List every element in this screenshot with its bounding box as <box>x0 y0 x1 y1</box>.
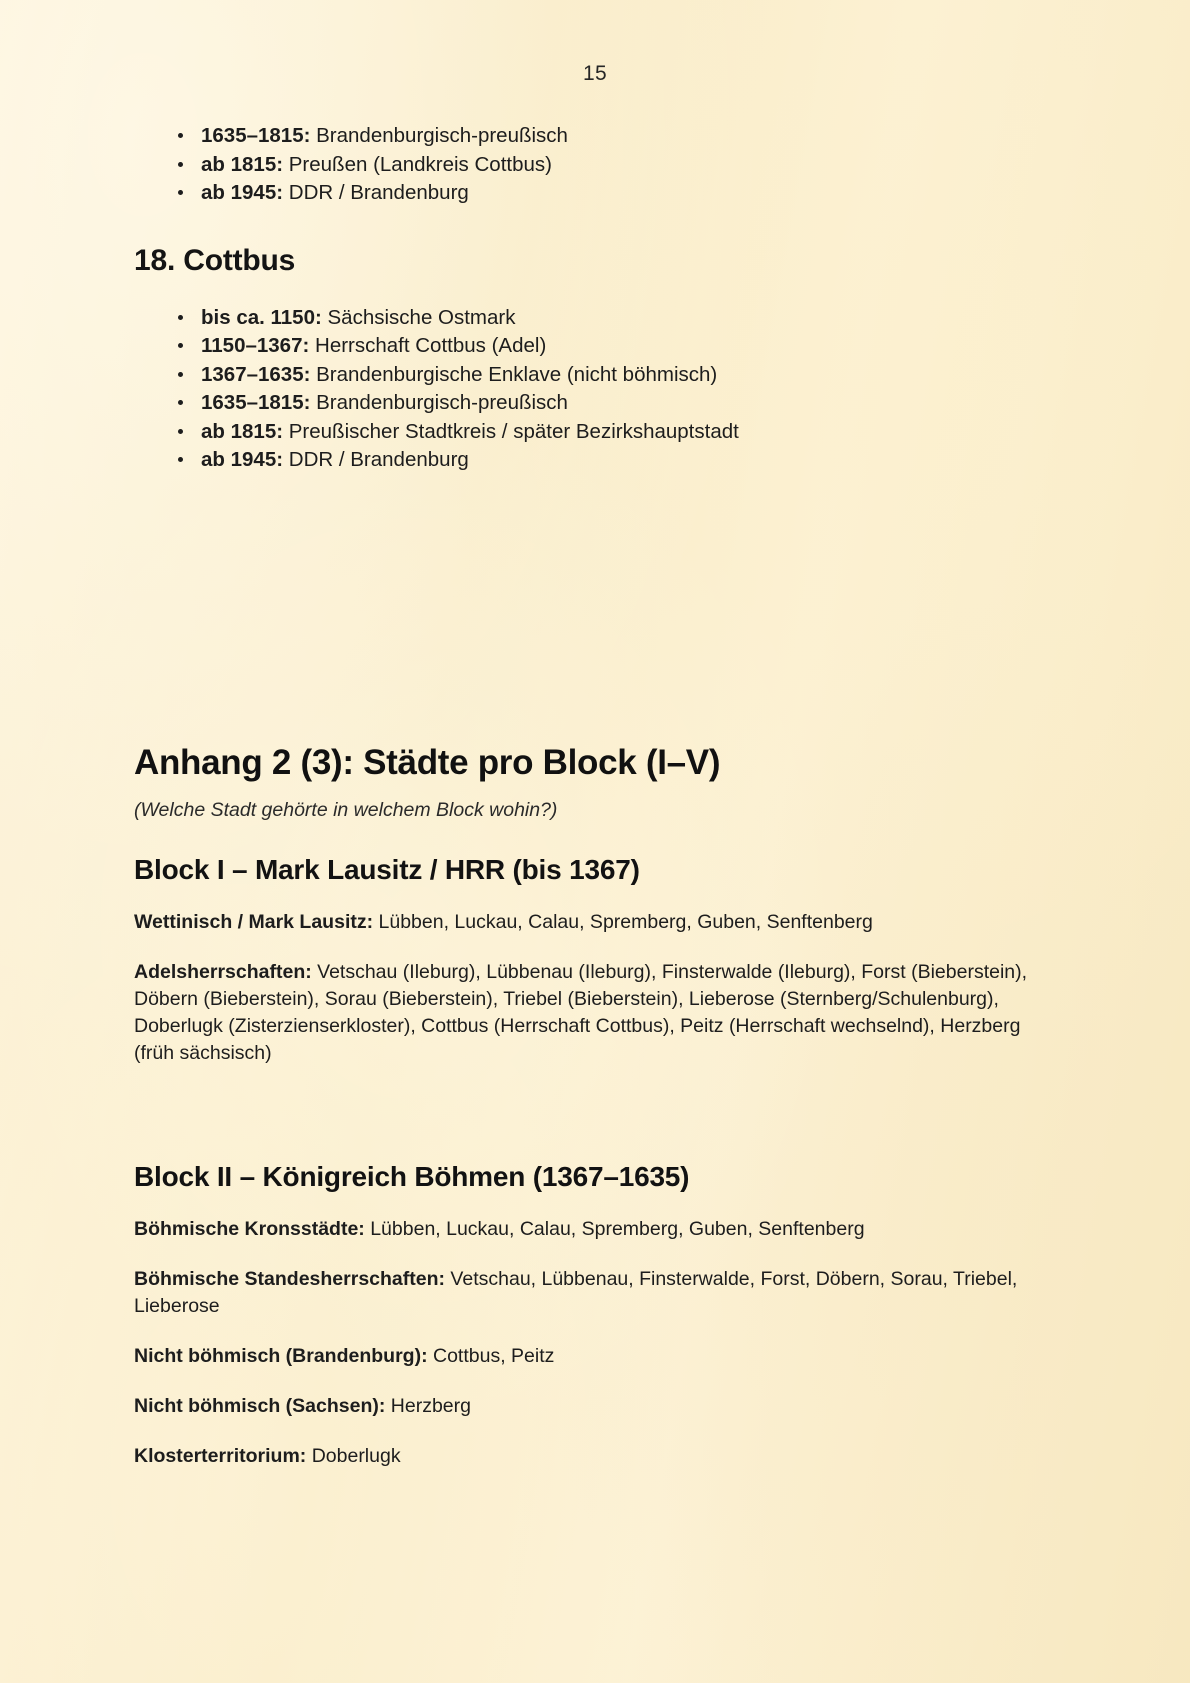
bullet-icon <box>178 315 183 320</box>
list-item-text: Brandenburgisch-preußisch <box>310 391 568 414</box>
entry-text: Vetschau, Lübbenau, Finsterwalde, Forst, Döbern, Sorau, Triebel, Lieberose <box>134 1267 1018 1317</box>
bullet-icon <box>178 190 183 195</box>
list-item-label: bis ca. 1150: <box>201 305 322 329</box>
entry-nicht-boehmisch-sachsen <box>134 1393 1039 1420</box>
section-heading-cottbus: 18. Cottbus <box>134 243 296 277</box>
list-item-text: DDR / Brandenburg <box>283 181 469 204</box>
entry-label: Wettinisch / Mark Lausitz: <box>134 910 374 933</box>
entry-label: Böhmische Standesherrschaften: <box>134 1267 446 1290</box>
list-item-label: 1635–1815: <box>201 124 311 147</box>
bullet-icon <box>178 133 183 138</box>
list-item-label: 1635–1815: <box>201 391 311 414</box>
entry-text: Lübben, Luckau, Calau, Spremberg, Guben, Senftenberg <box>364 1217 865 1240</box>
entry-text: Doberlugk <box>306 1444 401 1467</box>
entry-kronsstaedte <box>134 1216 1039 1243</box>
entry-nicht-boehmisch-brandenburg <box>134 1343 1039 1370</box>
list-item <box>134 418 1039 447</box>
entry-label: Böhmische Kronsstädte: <box>134 1217 365 1240</box>
page-number: 15 <box>583 62 607 85</box>
list-item-label: 1367–1635: <box>201 362 311 386</box>
entry-text: Herzberg <box>385 1394 471 1417</box>
entry-label: Adelsherrschaften: <box>134 960 312 983</box>
entry-text: Lübben, Luckau, Calau, Spremberg, Guben, Senftenberg <box>373 910 873 933</box>
list-item <box>134 122 1039 151</box>
entry-label: Klosterterritorium: <box>134 1444 307 1467</box>
bullet-icon <box>178 429 183 434</box>
entry-wettinisch <box>134 909 1039 936</box>
list-item-label: ab 1945: <box>201 448 284 471</box>
block-heading-one: Block I – Mark Lausitz / HRR (bis 1367) <box>134 853 640 885</box>
entry-label: Nicht böhmisch (Brandenburg): <box>134 1344 428 1367</box>
bullet-icon <box>178 372 183 377</box>
entry-klosterterritorium <box>134 1443 1039 1470</box>
list-item <box>134 446 1039 475</box>
list-item <box>134 304 1039 333</box>
list-item-text: Sächsische Ostmark <box>321 305 516 329</box>
vertical-spacer <box>134 1067 1039 1129</box>
appendix-subtitle: (Welche Stadt gehörte in welchem Block wohin?) <box>134 798 558 821</box>
cottbus-bullet-list <box>134 304 1039 475</box>
list-item-label: ab 1815: <box>201 152 284 176</box>
block-heading-two: Block II – Königreich Böhmen (1367–1635) <box>134 1160 690 1192</box>
list-item <box>134 389 1039 418</box>
entry-text: Vetschau (Ileburg), Lübbenau (Ileburg), Finsterwalde (Ileburg), Forst (Bieberstein), Döbern (Bieberstein), Sorau (Bieberstein), Triebel (Bieberstein), Lieberose (Sternberg/Schulenburg), Doberlugk (Zisterzienserkloster), Cottbus (Herrschaft Cottbus), Peitz (Herrschaft wechselnd), Herzberg (früh sächsisch) <box>134 960 1028 1064</box>
bullet-icon <box>178 400 183 405</box>
bullet-icon <box>178 162 183 167</box>
page-content <box>134 122 1039 1470</box>
entry-text: Cottbus, Peitz <box>427 1344 555 1367</box>
entry-label: Nicht böhmisch (Sachsen): <box>134 1394 386 1417</box>
appendix-title: Anhang 2 (3): Städte pro Block (I–V) <box>134 742 721 782</box>
list-item <box>134 361 1039 390</box>
list-item-text: Preußischer Stadtkreis / später Bezirkshauptstadt <box>283 419 739 443</box>
list-item-text: Preußen (Landkreis Cottbus) <box>283 152 552 176</box>
list-item-text: Brandenburgische Enklave (nicht böhmisch) <box>310 362 718 386</box>
list-item-text: Brandenburgisch-preußisch <box>310 124 568 147</box>
list-item-label: ab 1815: <box>201 419 284 443</box>
list-item <box>134 179 1039 208</box>
vertical-spacer <box>134 475 1039 743</box>
list-item-label: 1150–1367: <box>201 334 310 357</box>
list-item-label: ab 1945: <box>201 181 284 204</box>
top-bullet-list <box>134 122 1039 208</box>
list-item <box>134 332 1039 361</box>
list-item-text: Herrschaft Cottbus (Adel) <box>309 334 547 357</box>
bullet-icon <box>178 343 183 348</box>
bullet-icon <box>178 457 183 462</box>
entry-adelsherrschaften <box>134 959 1039 1067</box>
list-item <box>134 151 1039 180</box>
entry-standesherrschaften <box>134 1266 1039 1320</box>
list-item-text: DDR / Brandenburg <box>283 448 469 471</box>
